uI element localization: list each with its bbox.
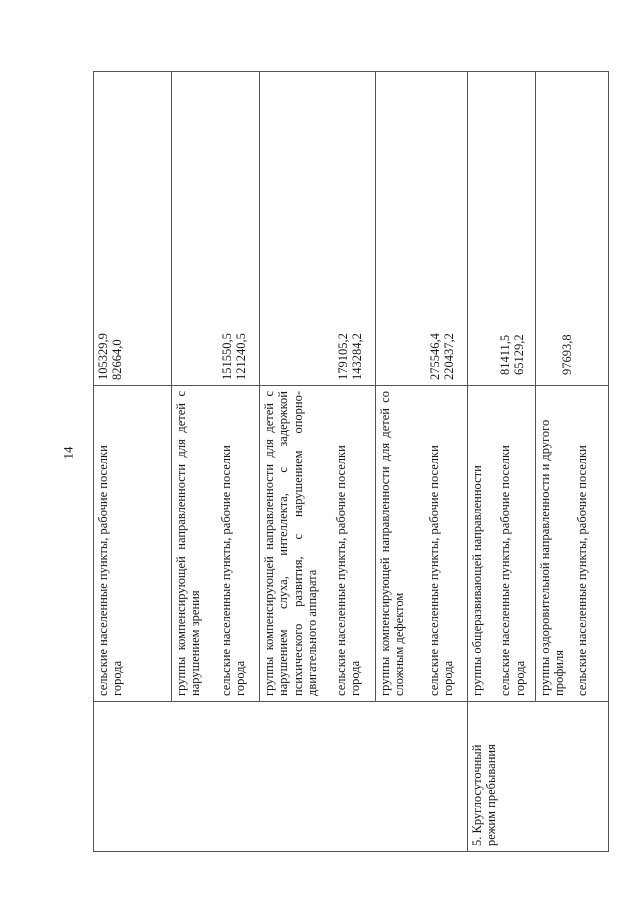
locality-label: сельские населенные пункты, рабочие поселки bbox=[218, 445, 233, 696]
value-cell bbox=[376, 72, 468, 386]
value: 81411,5 bbox=[498, 334, 512, 375]
value: 105329,9 bbox=[96, 333, 110, 380]
value-cell bbox=[468, 72, 609, 386]
value: 151550,5 bbox=[220, 333, 234, 380]
description-cell bbox=[376, 386, 468, 702]
page-number: 14 bbox=[60, 446, 76, 460]
locality-label: сельские населенные пункты, рабочие поселки bbox=[498, 445, 513, 696]
group-title: группы компенсирующей направленности для детей с нарушением слуха, интеллекта, с задержкой психического развития, с нарушением опорно-двигательного аппарата bbox=[262, 391, 320, 696]
description-cell bbox=[94, 386, 172, 702]
subgroup-values bbox=[536, 72, 576, 385]
locality-label: сельские населенные пункты, рабочие поселки bbox=[96, 445, 110, 696]
subgroup-block bbox=[468, 386, 536, 701]
subgroup-values bbox=[468, 72, 536, 385]
locality-label: сельские населенные пункты, рабочие поселки bbox=[333, 445, 348, 696]
locality-label: города bbox=[233, 660, 248, 696]
locality-label: сельские населенные пункты, рабочие поселки bbox=[426, 445, 441, 696]
group-title: группы оздоровительной направленности и другого профиля bbox=[538, 419, 567, 696]
value-cell bbox=[260, 72, 376, 386]
value: 97693,8 bbox=[560, 334, 574, 375]
table-row bbox=[94, 72, 172, 852]
subgroup-block bbox=[536, 386, 591, 701]
group-title: группы компенсирующей направленности для детей с нарушением зрения bbox=[174, 391, 203, 696]
table-row bbox=[468, 72, 609, 852]
value: 275546,4 bbox=[428, 333, 442, 380]
locality-label: города bbox=[110, 660, 125, 696]
value: 65129,2 bbox=[512, 334, 527, 375]
value: 220437,2 bbox=[442, 333, 457, 380]
description-cell bbox=[260, 386, 376, 702]
group-title: группы общеразвивающей направленности bbox=[470, 465, 484, 696]
value-cell bbox=[172, 72, 260, 386]
category-cell bbox=[94, 702, 468, 852]
value: 121240,5 bbox=[234, 333, 249, 380]
description-cell bbox=[468, 386, 609, 702]
value-cell bbox=[94, 72, 172, 386]
value: 179105,2 bbox=[336, 333, 350, 380]
category-cell bbox=[468, 702, 609, 852]
value: 143284,2 bbox=[350, 333, 365, 380]
locality-label: города bbox=[512, 660, 527, 696]
value: 82664,0 bbox=[110, 339, 125, 380]
locality-label: города bbox=[347, 660, 362, 696]
locality-label: города bbox=[441, 660, 456, 696]
rotated-page bbox=[93, 72, 608, 852]
locality-label: сельские населенные пункты, рабочие поселки bbox=[574, 445, 589, 696]
tariff-table bbox=[93, 71, 609, 852]
description-cell bbox=[172, 386, 260, 702]
group-title: группы компенсирующей направленности для детей со сложным дефектом bbox=[378, 391, 407, 696]
section-label: 5. Круглосуточный режим пребывания bbox=[470, 744, 499, 846]
